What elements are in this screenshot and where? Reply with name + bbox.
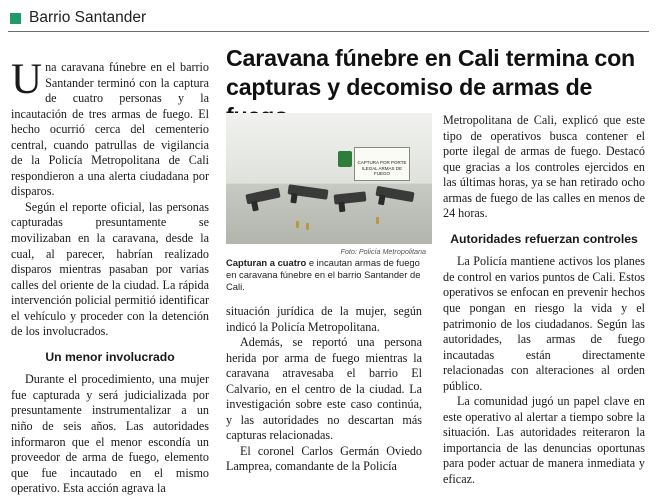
caption-lead: Capturan a cuatro: [226, 257, 307, 268]
column-1: [11, 56, 209, 497]
cartridge-icon: [376, 217, 379, 224]
paragraph: Durante el procedimiento, una mujer fue capturada y será judicializada por presuntamente instrumentalizar a un niño de seis años. Las autoridades informaron que el menor escondía un proveedor de arma de fuego, elemento que fue incautado en el mismo operativo. Esta acción agrava la: [11, 372, 209, 496]
article-photo: [226, 113, 432, 244]
caption-text: e incautan armas de fuego en caravana fúnebre en el barrio Santander de Cali.: [226, 257, 421, 292]
header-divider: [8, 31, 649, 32]
evidence-tag: CAPTURA POR PORTE ILEGAL ARMAS DE FUEGO: [354, 147, 410, 181]
lead-paragraph-text: na caravana fúnebre en el barrio Santander terminó con la captura de cuatro personas y la incautación de tres armas de fuego. El hecho ocurrió cerca del cementerio central, cuando patrullas de vigilancia de la Policía Metropolitana de Cali respondieron a una alerta ciudadana por disparos.: [11, 60, 209, 199]
paragraph: Según el reporte oficial, las personas capturadas presuntamente se movilizaban en la caravana, desde la cual, al parecer, habrían realizado disparos mientras pasaban por varias calles del oriente de la ciudad. La rápida intervención policial permitió identificar el vehículo y proceder con la detención de los involucrados.: [11, 199, 209, 339]
paragraph: La comunidad jugó un papel clave en este operativo al alertar a tiempo sobre la situación. Las autoridades reiteraron la importancia de las denuncias oportunas para poder actuar de manera inmediata y eficaz.: [443, 394, 645, 487]
lead-paragraph: [11, 56, 209, 200]
photo-caption: [226, 257, 430, 293]
paragraph: situación jurídica de la mujer, según indicó la Policía Metropolitana.: [226, 304, 422, 334]
column-3: [443, 113, 645, 488]
paragraph: Metropolitana de Cali, explicó que este tipo de operativos busca contener el porte ilegal de armas de fuego. Destacó que gracias a los controles ejercidos en las últimas horas, ya se han retirado ocho armas de fuego de las calles en menos de 24 horas.: [443, 113, 645, 221]
subheading: Autoridades refuerzan controles: [450, 231, 638, 246]
subheading: Un menor involucrado: [45, 349, 175, 364]
paragraph: La Policía mantiene activos los planes de control en varios puntos de Cali. Estos operativos se enfocan en prevenir hechos que pongan en riesgo la vida y el patrimonio de los ciudadanos. Según las autoridades, las armas de fuego incautadas están directamente relacionadas con alteraciones al orden público.: [443, 254, 645, 393]
section-header: [10, 8, 146, 28]
cartridge-icon: [296, 221, 299, 228]
cartridge-icon: [306, 223, 309, 230]
paragraph: El coronel Carlos Germán Oviedo Lamprea, comandante de la Policía: [226, 443, 422, 474]
column-2: [226, 304, 422, 475]
section-name: Barrio Santander: [29, 9, 147, 26]
article-headline: Caravana fúnebre en Cali termina con capturas y decomiso de armas de: [226, 45, 636, 100]
police-emblem-icon: [338, 151, 352, 167]
section-marker-icon: [10, 13, 21, 24]
photo-credit: Foto: Policía Metropolitana: [340, 247, 426, 256]
drop-cap: U: [11, 56, 43, 103]
paragraph: Además, se reportó una persona herida por arma de fuego mientras la caravana atravesaba el barrio El Calvario, en el centro de la ciudad. La investigación sobre este caso continúa, y las autoridades no descartan más capturas relacionadas.: [226, 335, 422, 443]
